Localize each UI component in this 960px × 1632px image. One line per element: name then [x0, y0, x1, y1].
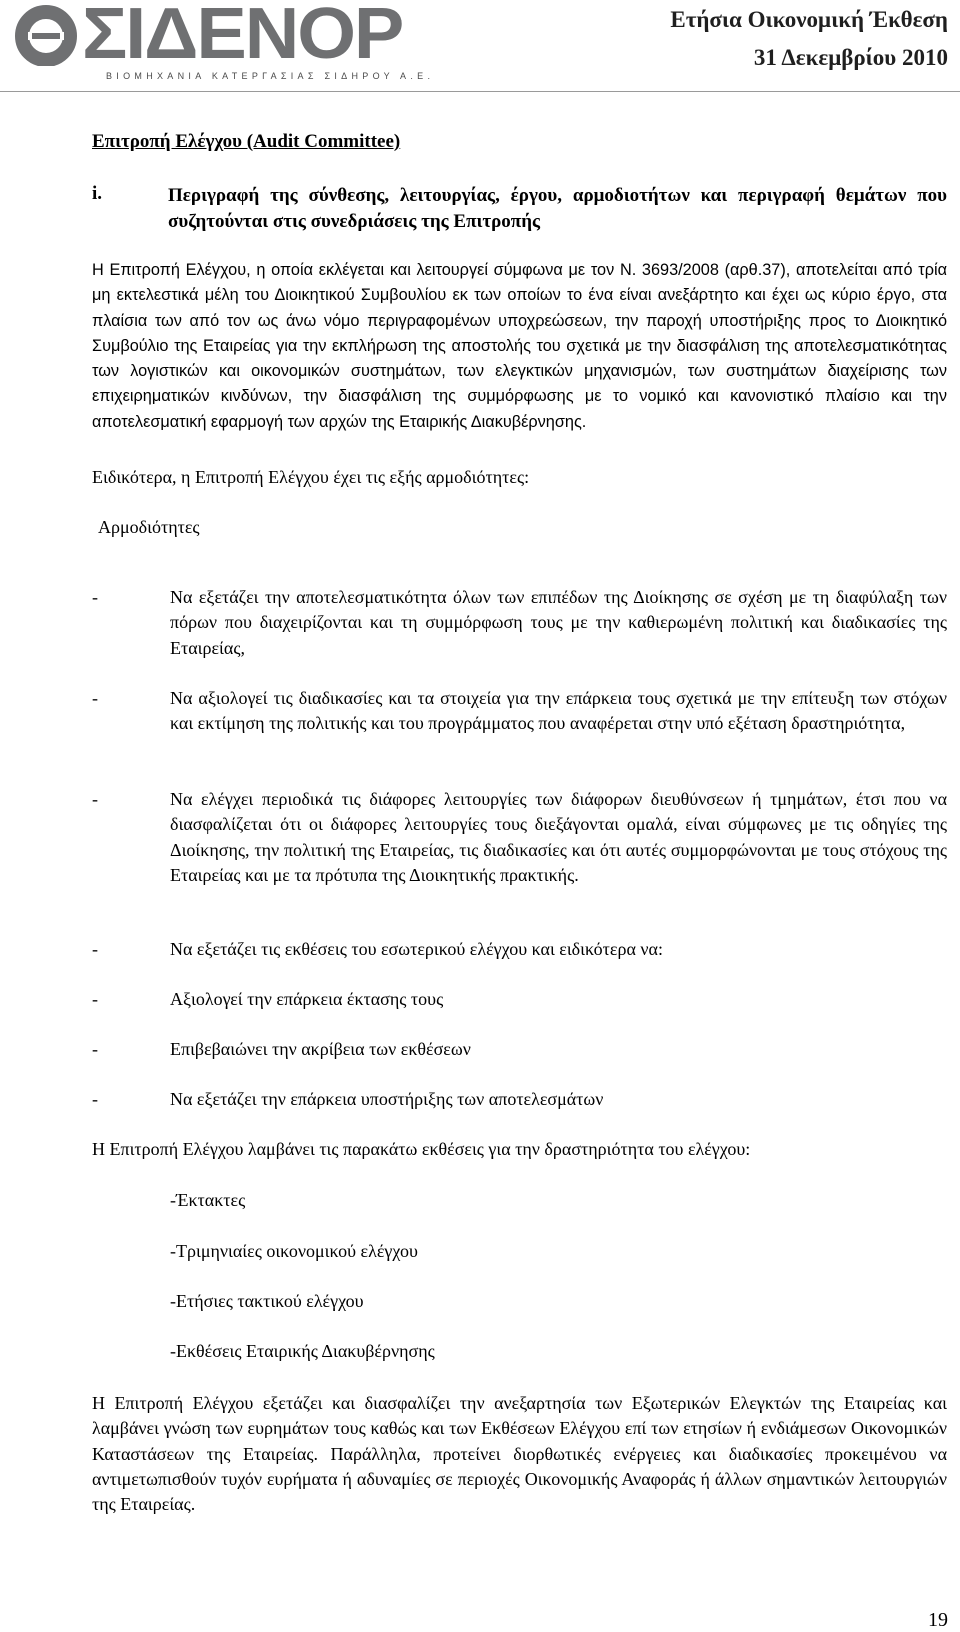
- report-item: -Ετήσιες τακτικού ελέγχου: [170, 1291, 364, 1311]
- report-item: -Τριμηνιαίες οικονομικού ελέγχου: [170, 1241, 418, 1261]
- specifically-paragraph: Ειδικότερα, η Επιτροπή Ελέγχου έχει τις εξής αρμοδιότητες:: [92, 467, 530, 487]
- duty-item: Να εξετάζει την επάρκεια υποστήριξης των αποτελεσμάτων: [170, 1089, 604, 1109]
- duty-item: Να αξιολογεί τις διαδικασίες και τα στοιχεία για την επάρκεια τους σχετικά με την επίτευξη των στόχων και εκτίμηση της πολιτικής και του προγράμματος που αναφέρεται στην υπό εξέταση δραστηριότητα,: [170, 688, 947, 734]
- duty-dash: -: [92, 1089, 98, 1109]
- section-title: Επιτροπή Ελέγχου (Audit Committee): [92, 131, 401, 152]
- duty-dash: -: [92, 587, 98, 607]
- company-logo: [10, 0, 435, 86]
- duty-item: Να ελέγχει περιοδικά τις διάφορες λειτουργίες των διάφορων διευθύνσεων ή τμημάτων, έτσι που να διασφαλίζεται ότι οι διάφορες λειτουργίες τους διεξάγονται ομαλά, είναι σύμφωνες με τις οδηγίες της Διοίκησης, την πολιτική της Εταιρείας, τις διαδικασίες και ότι αυτές συμμορφώνονται με τους στόχους της Εταιρείας και με τα πρότυπα της Διοικητικής πρακτικής.: [170, 789, 947, 885]
- duty-item: Αξιολογεί την επάρκεια έκτασης τους: [170, 989, 444, 1009]
- duty-item: Να εξετάζει την αποτελεσματικότητα όλων των επιπέδων της Διοίκησης σε σχέση με τη διαφύλαξη των πόρων που διαχειρίζονται και τη συμμόρφωση τους με την καθιερωμένη πολιτική και διαδικασίες της Εταιρείας,: [170, 587, 947, 658]
- duty-dash: -: [92, 939, 98, 959]
- duty-dash: -: [92, 789, 98, 809]
- duty-dash: -: [92, 688, 98, 708]
- report-item: -Έκτακτες: [170, 1190, 246, 1210]
- logo-tagline: ΒΙΟΜΗΧΑΝΙΑ ΚΑΤΕΡΓΑΣΙΑΣ ΣΙΔΗΡΟΥ Α.Ε.: [106, 71, 435, 81]
- subsection-title: Περιγραφή της σύνθεσης, λειτουργίας, έργου, αρμοδιοτήτων και περιγραφή θεμάτων που συζητούνται στις συνεδριάσεις της Επιτροπής: [168, 185, 947, 232]
- report-title: Ετήσια Οικονομική Έκθεση: [670, 7, 948, 32]
- logo-wordmark: ΣΙΔΕΝΟΡ: [82, 0, 403, 74]
- duty-item: Να εξετάζει τις εκθέσεις του εσωτερικού ελέγχου και ειδικότερα να:: [170, 939, 663, 959]
- duty-item: Επιβεβαιώνει την ακρίβεια των εκθέσεων: [170, 1039, 471, 1059]
- duties-heading: Αρμοδιότητες: [98, 517, 200, 537]
- report-item: -Εκθέσεις Εταιρικής Διακυβέρνησης: [170, 1341, 435, 1361]
- logo-ring-icon: [14, 2, 78, 66]
- subsection-number: i.: [92, 183, 103, 204]
- page-number: 19: [928, 1609, 948, 1631]
- closing-paragraph: Η Επιτροπή Ελέγχου εξετάζει και διασφαλίζει την ανεξαρτησία των Εξωτερικών Ελεγκτών της Εταιρείας και λαμβάνει γνώση των ευρημάτων τους καθώς και των Εκθέσεων Ελέγχου επί των ετησίων ή ενδιάμεσων Οικονομικών Καταστάσεων της Εταιρείας. Παράλληλα, προτείνει διορθωτικές ενέργειες και διαδικασίες προκειμένου να αντιμετωπισθούν τυχόν ευρήματα ή αδυναμίες σε περιοχές Οικονομικής Αναφοράς ή άλλων σημαντικών λειτουργιών της Εταιρείας.: [92, 1393, 947, 1515]
- intro-paragraph: Η Επιτροπή Ελέγχου, η οποία εκλέγεται και λειτουργεί σύμφωνα με τον Ν. 3693/2008 (αρθ.37), αποτελείται από τρία μη εκτελεστικά μέλη του Διοικητικού Συμβουλίου εκ των οποίων το ένα είναι ανεξάρτητο και έχει ως κύριο έργο, στα πλαίσια των από τον ως άνω νόμο περιγραφομένων υποχρεώσεων, την παροχή υποστήριξης προς το Διοικητικό Συμβούλιο της Εταιρείας για την εκπλήρωση της αποστολής του σχετικά με την διασφάλιση της αποτελεσματικότητας των λογιστικών και οικονομικών συστημάτων, των ελεγκτικών μηχανισμών, των συστημάτων διαχείρισης των επιχειρηματικών κινδύνων, την διασφάλιση της συμμόρφωσης με το νομικό και κανονιστικό πλαίσιο και την αποτελεσματική εφαρμογή των αρχών της Εταιρικής Διακυβέρνησης.: [92, 261, 947, 431]
- duty-dash: -: [92, 1039, 98, 1059]
- report-date: 31 Δεκεμβρίου 2010: [753, 45, 948, 70]
- reports-intro: Η Επιτροπή Ελέγχου λαμβάνει τις παρακάτω εκθέσεις για την δραστηριότητα του ελέγχου:: [92, 1139, 751, 1159]
- header-divider: [0, 91, 960, 92]
- duty-dash: -: [92, 989, 98, 1009]
